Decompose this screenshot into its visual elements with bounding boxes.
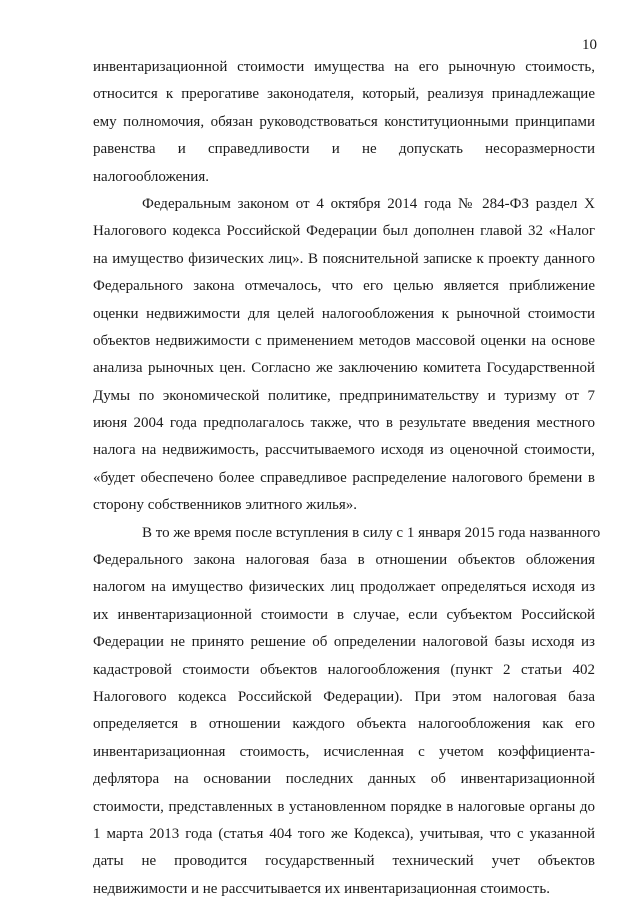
text-line: инвентаризационная стоимость, исчисленная с учетом коэффициента- [93, 743, 595, 760]
text-line: оценки недвижимости для целей налогообложения к рыночной стоимости [93, 305, 595, 322]
document-body [93, 54, 601, 903]
text-line: на имущество физических лиц». В пояснительной записке к проекту данного [93, 250, 595, 267]
text-line: определяется в отношении каждого объекта налогообложения как его [93, 716, 595, 733]
text-line: дефлятора на основании последних данных об инвентаризационной [93, 771, 595, 788]
text-line: недвижимости и не рассчитывается их инвентаризационная стоимость. [93, 880, 550, 897]
text-line: июня 2004 года предполагалось также, что в результате введения местного [93, 415, 595, 432]
text-line: Налогового кодекса Российской Федерации). При этом налоговая база [93, 688, 595, 705]
text-line: сторону собственников элитного жилья». [93, 497, 358, 514]
text-line: налога на недвижимость, рассчитываемого исходя из оценочной стоимости, [93, 442, 595, 459]
paragraph-2 [93, 191, 595, 520]
text-line: налогом на имущество физических лиц продолжает определяться исходя из [93, 579, 595, 596]
text-line: 1 марта 2013 года (статья 404 того же Кодекса), учитывая, что с указанной [93, 825, 595, 842]
text-line: анализа рыночных цен. Согласно же заключению комитета Государственной [93, 360, 595, 377]
text-line: Думы по экономической политике, предпринимательству и туризму от 7 [93, 387, 595, 404]
text-line: Федерации не принято решение об определении налоговой базы исходя из [93, 634, 595, 651]
text-line: объектов недвижимости с применением методов массовой оценки на основе [93, 332, 595, 349]
text-line: относится к прерогативе законодателя, который, реализуя принадлежащие [93, 86, 595, 103]
text-line: Федеральным законом от 4 октября 2014 года № 284-ФЗ раздел X [142, 195, 595, 212]
text-line: стоимости, представленных в установленном порядке в налоговые органы до [93, 798, 595, 815]
paragraph-1 [93, 54, 595, 191]
text-line: налогообложения. [93, 168, 209, 185]
text-line: Налогового кодекса Российской Федерации был дополнен главой 32 «Налог [93, 223, 595, 240]
text-line: кадастровой стоимости объектов налогообложения (пункт 2 статьи 402 [93, 661, 595, 678]
text-line: В то же время после вступления в силу с 1 января 2015 года названного [142, 524, 601, 541]
text-line: ему полномочия, обязан руководствоваться конституционными принципами [93, 113, 595, 130]
page-number: 10 [582, 37, 597, 53]
text-line: Федерального закона налоговая база в отношении объектов обложения [93, 552, 595, 569]
text-line: равенства и справедливости и не допускать несоразмерности [93, 141, 595, 158]
paragraph-3 [93, 520, 601, 903]
text-line: «будет обеспечено более справедливое распределение налогового бремени в [93, 469, 595, 486]
text-line: Федерального закона отмечалось, что его целью является приближение [93, 278, 595, 295]
text-line: инвентаризационной стоимости имущества на его рыночную стоимость, [93, 59, 595, 75]
text-line: их инвентаризационной стоимости в случае, если субъектом Российской [93, 606, 595, 623]
text-line: даты не проводится государственный технический учет объектов [93, 853, 595, 870]
